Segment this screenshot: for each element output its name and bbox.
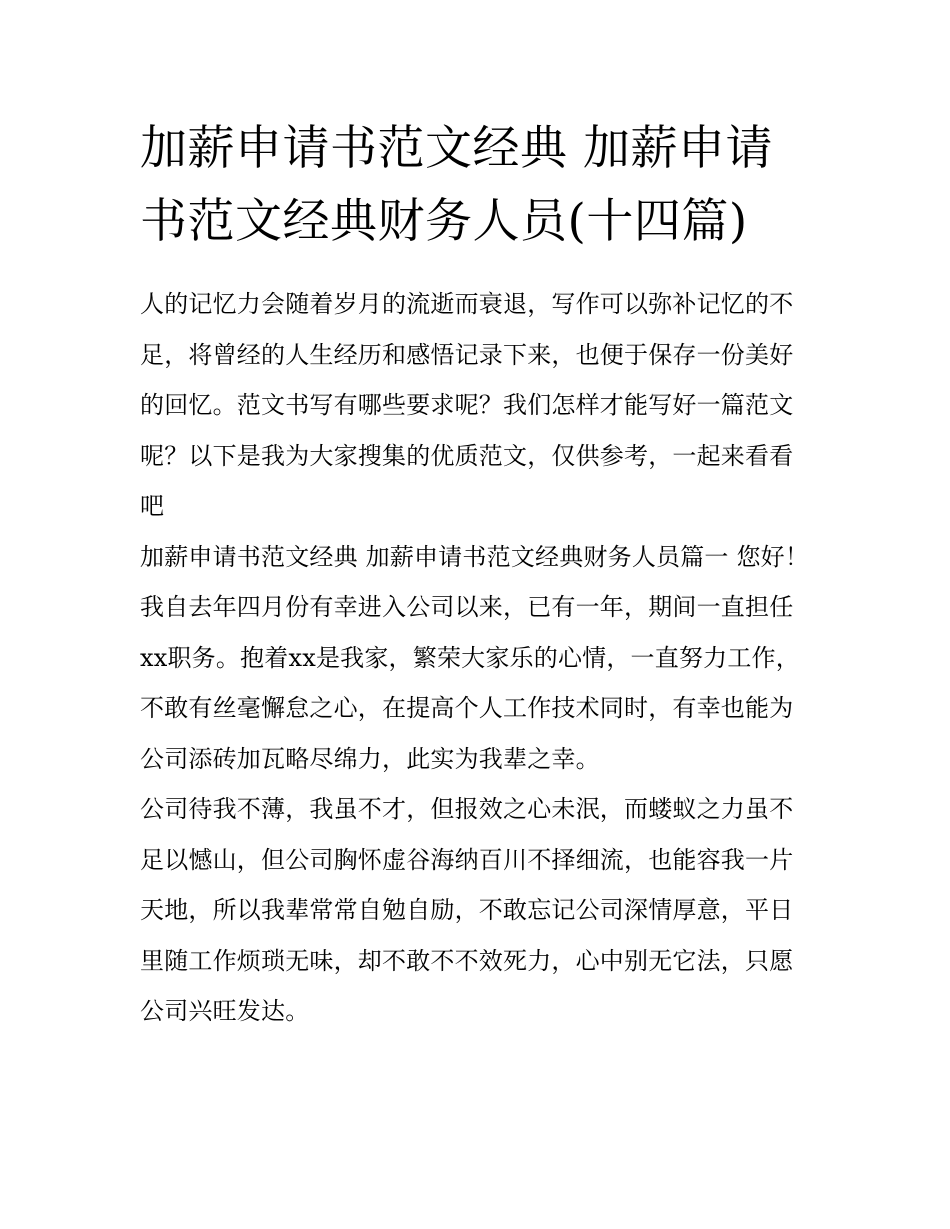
body-paragraph: 我自去年四月份有幸进入公司以来，已有一年，期间一直担任xx职务。抱着xx是我家，繁荣大家乐的心情，一直努力工作，不敢有丝毫懈怠之心，在提高个人工作技术同时，有幸也能为公司添砖加瓦略尽绵力，此实为我辈之幸。 bbox=[140, 593, 800, 773]
section-heading-paragraph: 加薪申请书范文经典 加薪申请书范文经典财务人员篇一 您好！ bbox=[140, 542, 810, 571]
document-body bbox=[140, 279, 812, 1037]
body-paragraph: 公司待我不薄，我虽不才，但报效之心未泯，而蝼蚁之力虽不足以憾山，但公司胸怀虚谷海纳百川不择细流，也能容我一片天地，所以我辈常常自勉自励，不敢忘记公司深情厚意，平日里随工作烦琐无味，却不敢不不效死力，心中别无它法，只愿公司兴旺发达。 bbox=[140, 795, 794, 1025]
intro-paragraph: 人的记忆力会随着岁月的流逝而衰退，写作可以弥补记忆的不足，将曾经的人生经历和感悟记录下来，也便于保存一份美好的回忆。范文书写有哪些要求呢？我们怎样才能写好一篇范文呢？以下是我为大家搜集的优质范文，仅供参考，一起来看看吧 bbox=[140, 290, 794, 520]
document-title: 加薪申请书范文经典 加薪申请书范文经典财务人员(十四篇) bbox=[140, 121, 773, 249]
